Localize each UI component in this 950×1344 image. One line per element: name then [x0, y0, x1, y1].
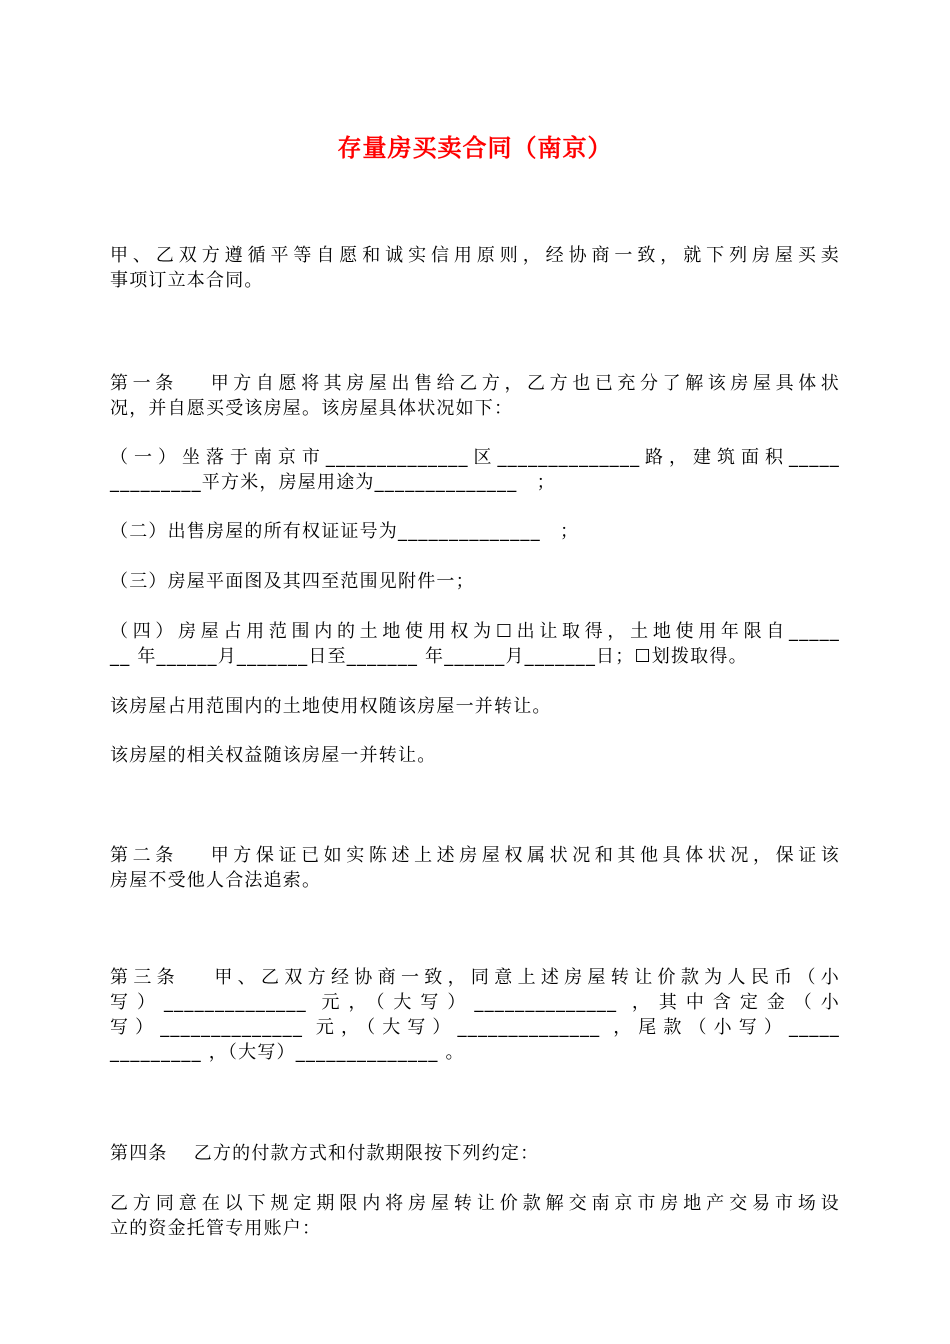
land-transfer-clause: 该房屋占用范围内的土地使用权随该房屋一并转让。 [110, 696, 552, 717]
item-1-line-2: _________平方米，房屋用途为______________ ； [110, 472, 556, 493]
item-4-line-2: __ 年______月_______日至_______ 年______月_______日；☐划拨取得。 [110, 646, 748, 667]
article-1-line-2: 况，并自愿买受该房屋。该房屋具体状况如下： [110, 398, 514, 419]
article-3-line-1: 第三条 甲、乙双方经协商一致，同意上述房屋转让价款为人民币（小 [110, 967, 840, 988]
escrow-line-2: 立的资金托管专用账户： [110, 1218, 322, 1239]
article-3-line-2: 写）______________ 元，（大写）______________ ，其中含定金（小 [110, 992, 840, 1013]
document-title: 存量房买卖合同（南京） [337, 134, 613, 162]
escrow-line-1: 乙方同意在以下规定期限内将房屋转让价款解交南京市房地产交易市场设 [110, 1193, 840, 1214]
article-2-line-1: 第二条 甲方保证已如实陈述上述房屋权属状况和其他具体状况，保证该 [110, 845, 840, 866]
item-1-line-1: （一）坐落于南京市______________区______________路，建筑面积_____ [110, 447, 840, 468]
article-1-line-1: 第一条 甲方自愿将其房屋出售给乙方，乙方也已充分了解该房屋具体状 [110, 373, 840, 394]
intro-line-2: 事项订立本合同。 [110, 270, 264, 291]
article-2-line-2: 房屋不受他人合法追索。 [110, 870, 322, 891]
article-3-line-3: 写）______________ 元，（大写）______________ ，尾款（小写）_____ [110, 1017, 840, 1038]
item-2: （二）出售房屋的所有权证证号为______________ ； [110, 521, 580, 542]
item-3: （三）房屋平面图及其四至范围见附件一； [110, 571, 475, 592]
article-3-line-4: _________ ，（大写）______________ 。 [110, 1042, 465, 1063]
article-4: 第四条 乙方的付款方式和付款期限按下列约定： [110, 1143, 540, 1164]
intro-line-1: 甲、乙双方遵循平等自愿和诚实信用原则，经协商一致，就下列房屋买卖 [110, 245, 840, 266]
item-4-line-1: （四）房屋占用范围内的土地使用权为☐出让取得，土地使用年限自_____ [110, 621, 840, 642]
rights-transfer-clause: 该房屋的相关权益随该房屋一并转让。 [110, 745, 437, 766]
